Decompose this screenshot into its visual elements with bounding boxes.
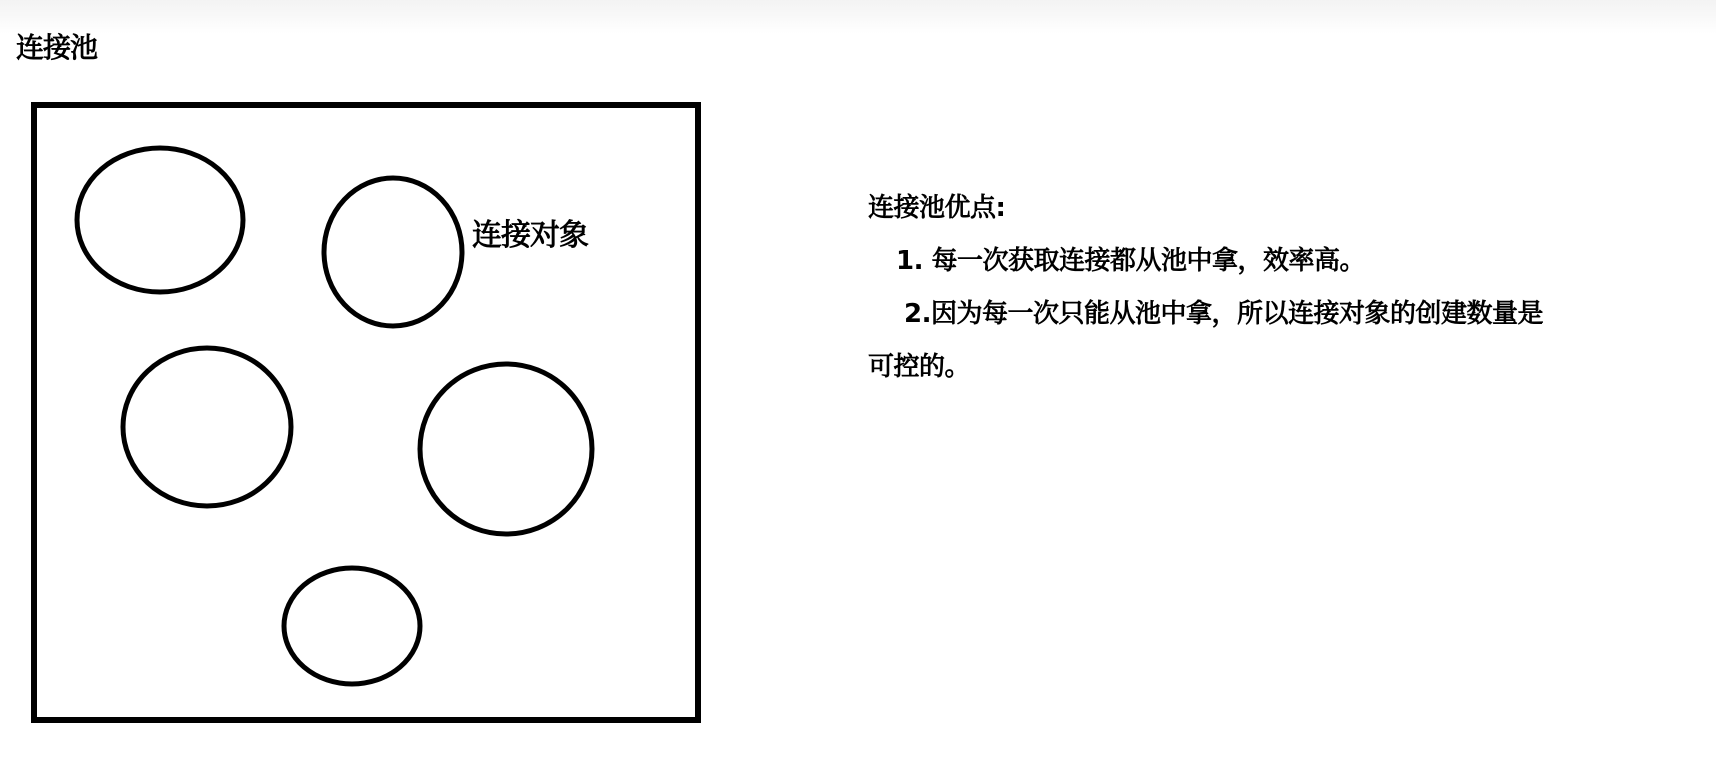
connection-object-3 — [123, 348, 291, 506]
page-title: 连接池 — [16, 31, 98, 64]
advantages-heading: 连接池优点: — [868, 193, 1006, 223]
connection-object-5 — [284, 568, 420, 684]
advantage-item-2-continued: 可控的。 — [868, 352, 971, 382]
pool-box — [34, 105, 698, 720]
connection-object-4 — [420, 364, 592, 534]
connection-object-label: 连接对象 — [472, 218, 588, 253]
advantage-item-1: 1. 每一次获取连接都从池中拿，效率高。 — [896, 246, 1366, 276]
advantage-item-2: 2.因为每一次只能从池中拿，所以连接对象的创建数量是 — [904, 299, 1543, 329]
connection-object-1 — [77, 148, 243, 292]
connection-object-2 — [324, 178, 462, 326]
advantages-notes — [868, 182, 1688, 394]
